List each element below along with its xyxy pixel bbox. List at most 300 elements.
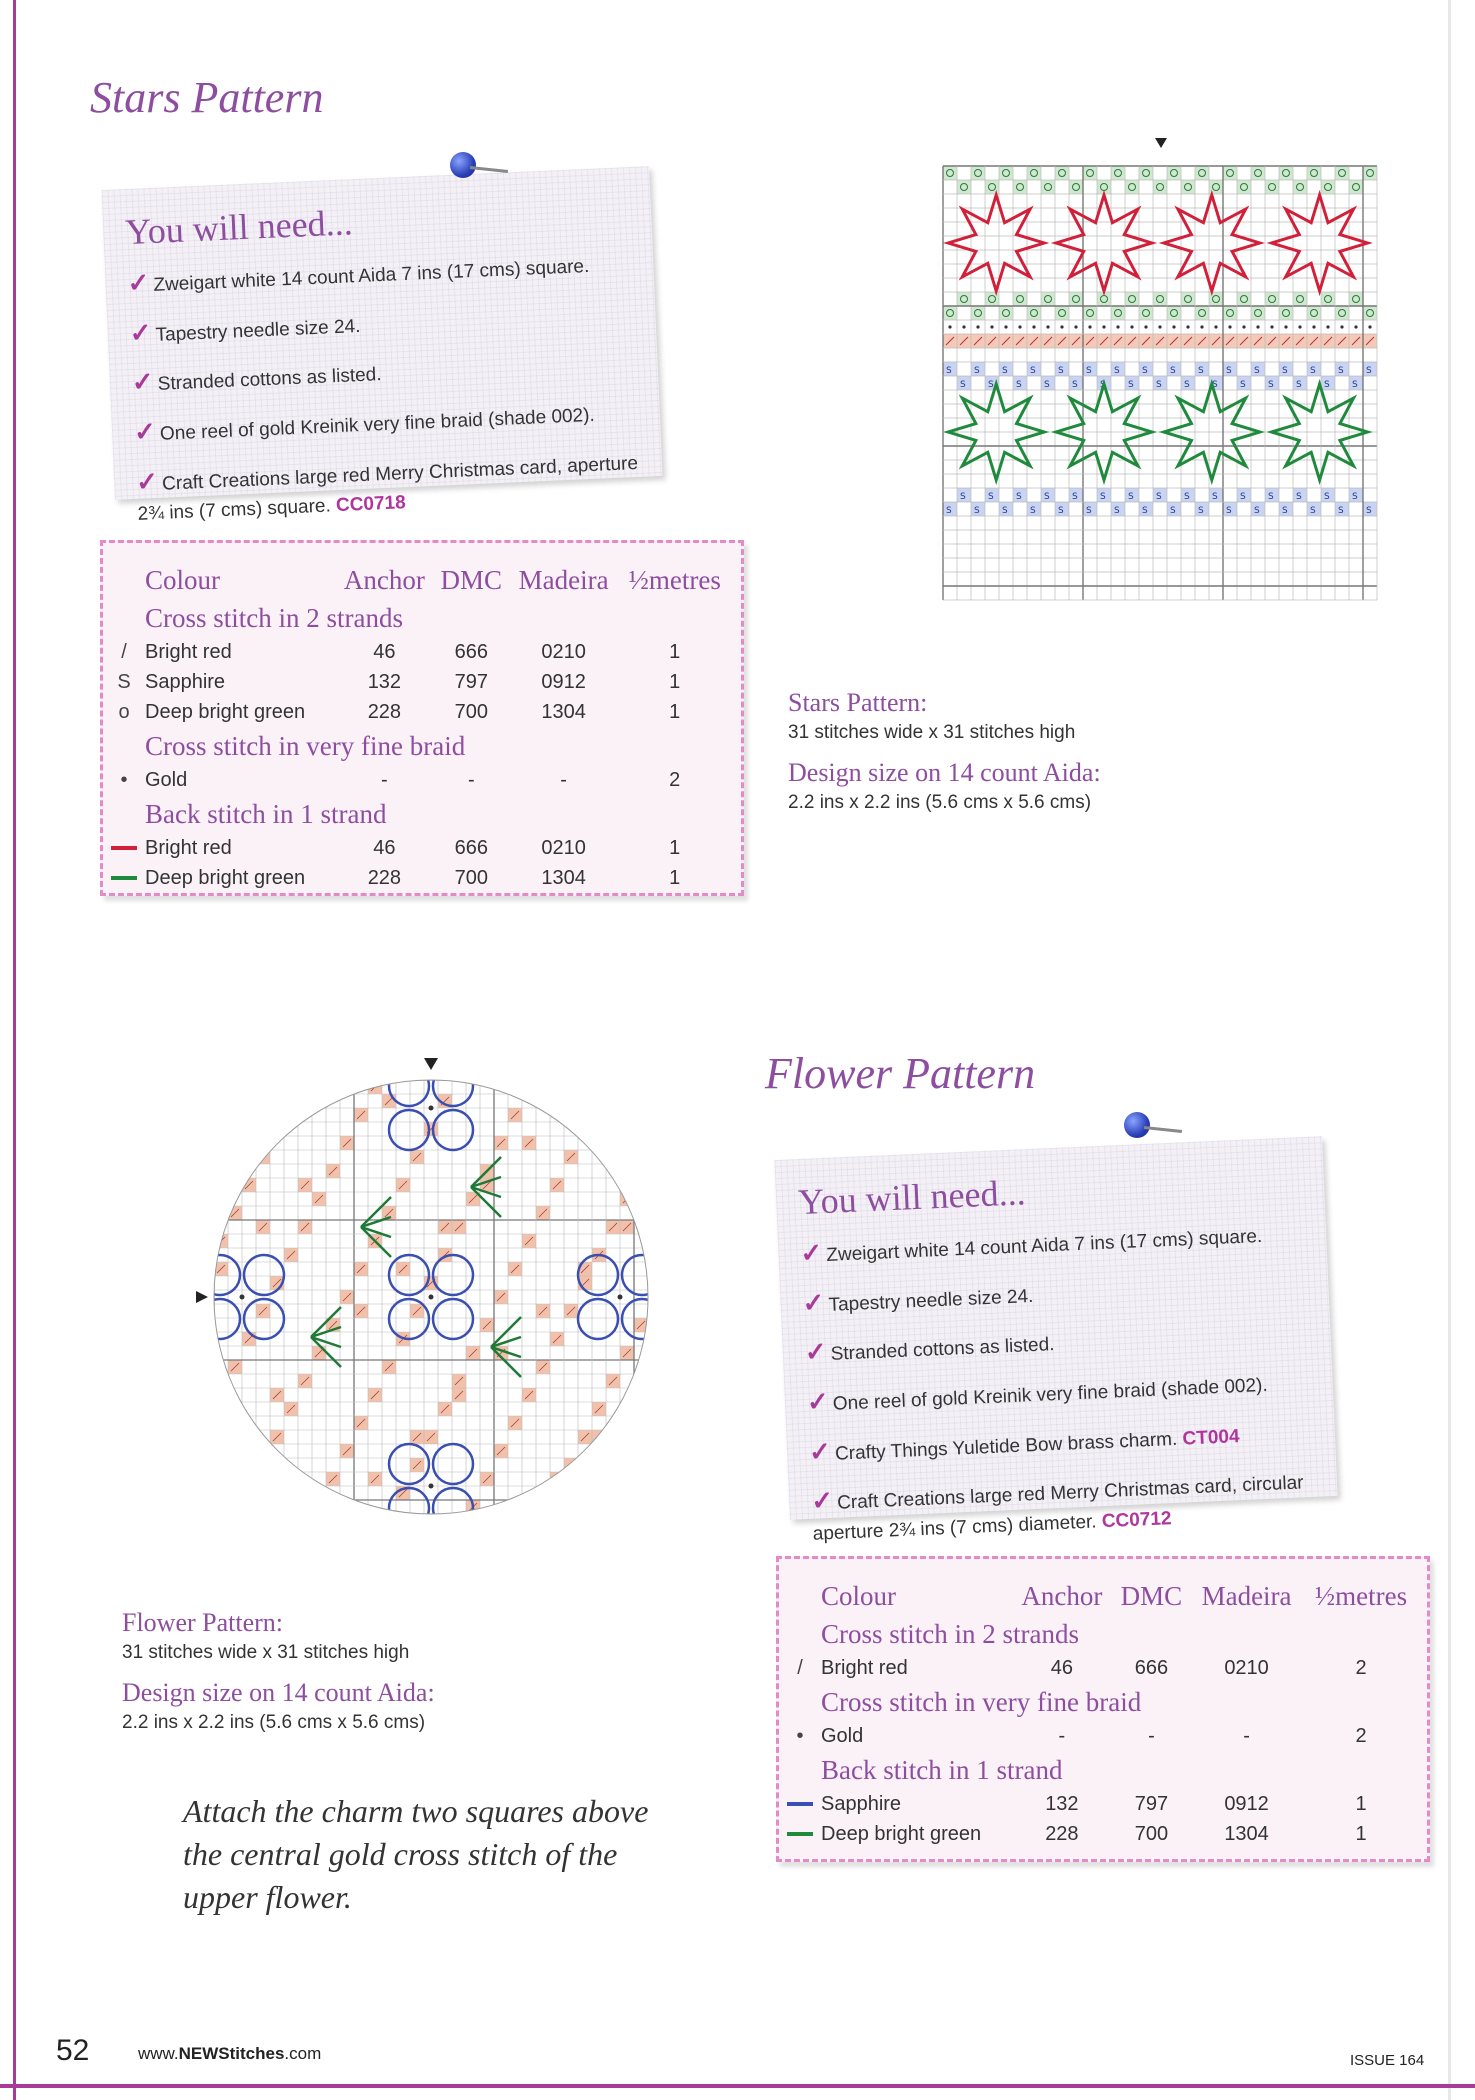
flower-chart [196, 1058, 686, 1548]
stitch-cell-green [1195, 306, 1209, 320]
stitch-cell-green [971, 166, 985, 180]
stitch-symbol-s: S [1310, 366, 1316, 376]
stitch-cell-green [1027, 306, 1041, 320]
stitch-symbol-s: S [1002, 366, 1008, 376]
stitch-cell-green [1293, 292, 1307, 306]
need-item-text: One reel of gold Kreinik very fine braid (shade 002). [159, 404, 596, 445]
stitch-symbol-dot [1368, 325, 1371, 328]
url-brand: NEWStitches [178, 2044, 285, 2063]
key-row [103, 667, 731, 697]
stitch-symbol-s: S [1170, 366, 1176, 376]
stitch-symbol-s: S [1240, 380, 1246, 390]
key-value: 700 [454, 866, 488, 889]
stars-size-head: Stars Pattern: [788, 688, 928, 717]
stitch-symbol-s: S [1338, 366, 1344, 376]
stitch-cell-green [1167, 306, 1181, 320]
stitch-symbol-s: S [1114, 506, 1120, 516]
stitch-cell-peach [270, 1122, 284, 1136]
stitch-symbol-s: S [1100, 380, 1106, 390]
key-value: 2 [1355, 1656, 1367, 1679]
stitch-cell-peach [550, 1486, 564, 1500]
stitch-symbol-slash [567, 1097, 575, 1105]
key-value: 1 [669, 866, 681, 889]
stitch-symbol-slash [259, 1461, 267, 1469]
stitch-cell-peach [634, 1164, 648, 1178]
key-thread-name: Bright red [145, 836, 232, 859]
flower-design-head: Design size on 14 count Aida: [122, 1678, 435, 1707]
need-item [800, 1213, 1305, 1273]
stitch-cell-green [1139, 306, 1153, 320]
key-value: - [467, 768, 475, 791]
need-item [127, 243, 632, 303]
key-group-label: Cross stitch in 2 strands [145, 602, 404, 633]
stitch-symbol-dot [1228, 325, 1231, 328]
stars-title: Stars Pattern [90, 73, 324, 122]
stitch-cell-green [1321, 180, 1335, 194]
stitch-cell-green [957, 180, 971, 194]
stitch-cell-green [1139, 166, 1153, 180]
key-value: 666 [1134, 1656, 1169, 1679]
need-item-text: Craft Creations large red Merry Christmas card, aperture 2¾ ins (7 cms) square. [137, 452, 639, 526]
stitch-cell-green [1307, 306, 1321, 320]
red-star-motif [1164, 195, 1260, 291]
stitch-symbol-dot [1242, 325, 1245, 328]
need-item [131, 342, 636, 402]
key-value: 228 [367, 700, 402, 723]
stitch-symbol-icon: o [118, 700, 130, 723]
backstitch-line-icon [111, 846, 137, 850]
key-value: 0210 [1224, 1656, 1269, 1679]
key-value: 46 [1050, 1656, 1073, 1679]
flower-title: Flower Pattern [765, 1049, 1036, 1098]
key-header-cell: Anchor [343, 564, 425, 595]
stitch-symbol-dot [1004, 325, 1007, 328]
key-header-cell: DMC [1120, 1580, 1183, 1611]
key-header-cell: Colour [821, 1580, 897, 1611]
stitch-symbol-dot [976, 325, 979, 328]
stitch-symbol-s: S [974, 506, 980, 516]
stitch-symbol-slash [637, 1391, 645, 1399]
stitch-symbol-s: S [1100, 492, 1106, 502]
stitch-cell-green [985, 180, 999, 194]
stitch-cell-green [1195, 166, 1209, 180]
checkmark-icon: ✓ [802, 1286, 826, 1318]
stars-key [100, 540, 744, 896]
stitch-cell-green [1321, 292, 1335, 306]
stitch-symbol-s: S [1184, 492, 1190, 502]
stitch-cell-peach [228, 1430, 242, 1444]
stitch-symbol-dot [1116, 325, 1119, 328]
stitch-symbol-s: S [988, 380, 994, 390]
key-value: 1 [669, 670, 681, 693]
stitch-symbol-slash [217, 1391, 225, 1399]
flower-petal [433, 1066, 473, 1106]
key-group-row [103, 599, 731, 637]
need-item [135, 442, 641, 529]
stitch-cell-green [1251, 306, 1265, 320]
key-value: 1304 [1224, 1822, 1269, 1845]
chart-body [200, 1066, 662, 1528]
key-thread-name: Deep bright green [145, 866, 306, 889]
stitch-cell-green [1363, 306, 1377, 320]
stitch-symbol-s: S [1254, 506, 1260, 516]
stitch-cell-green [1083, 306, 1097, 320]
need-item [806, 1362, 1311, 1422]
key-value: 228 [1045, 1822, 1079, 1845]
stitch-cell-green [1335, 306, 1349, 320]
stitch-cell-green [1181, 292, 1195, 306]
stitch-cell-green [1069, 180, 1083, 194]
key-value: 0210 [541, 836, 586, 859]
key-value: - [1058, 1724, 1066, 1747]
gold-center-dot [429, 1106, 434, 1111]
stitch-symbol-s: S [1310, 506, 1316, 516]
key-group-row [779, 1615, 1419, 1653]
key-group-row [779, 1751, 1419, 1789]
gold-center-dot [429, 1484, 434, 1489]
stitch-cell-green [1181, 180, 1195, 194]
stitch-symbol-dot [1088, 325, 1091, 328]
key-group-label: Cross stitch in very fine braid [145, 730, 466, 761]
stitch-symbol-dot [948, 325, 951, 328]
product-code: CT004 [1182, 1425, 1240, 1450]
stars-size-text: 31 stitches wide x 31 stitches high [788, 722, 1076, 743]
stitch-cell-green [1251, 166, 1265, 180]
stitch-symbol-s: S [1254, 366, 1260, 376]
stitch-cell-green [1041, 180, 1055, 194]
stitch-cell-peach [592, 1430, 606, 1444]
stitch-cell-green [1349, 292, 1363, 306]
stitch-symbol-dot [1256, 325, 1259, 328]
key-value: 1304 [541, 700, 586, 723]
stitch-symbol-slash [245, 1489, 253, 1497]
page-bottom-border [0, 2084, 1475, 2088]
stitch-symbol-dot [1186, 325, 1189, 328]
stitch-symbol-dot [962, 325, 965, 328]
need-item [133, 392, 638, 452]
stitch-symbol-dot [1354, 325, 1357, 328]
stitch-symbol-s: S [1086, 366, 1092, 376]
stitch-symbol-s: S [960, 380, 966, 390]
stitch-cell-peach [312, 1500, 326, 1514]
key-row [103, 833, 731, 863]
key-header-row [779, 1577, 1419, 1615]
flower-petal [578, 1299, 618, 1339]
stitch-cell-peach [214, 1388, 228, 1402]
backstitch-line-icon [111, 876, 137, 880]
stitch-symbol-s: S [1338, 506, 1344, 516]
stitch-symbol-dot [1144, 325, 1147, 328]
stitch-cell-peach [256, 1458, 270, 1472]
key-value: 1 [669, 700, 681, 723]
product-code: CC0718 [335, 492, 407, 517]
stitch-cell-green [1293, 180, 1307, 194]
stitch-symbol-s: S [1198, 366, 1204, 376]
flower-size-head: Flower Pattern: [122, 1608, 284, 1637]
key-value: - [560, 768, 567, 791]
key-header-cell: ½metres [628, 564, 721, 595]
stitch-symbol-icon: • [120, 768, 128, 791]
stitch-cell-green [957, 292, 971, 306]
backstitch-line-icon [787, 1802, 813, 1806]
need-item-text: Crafty Things Yuletide Bow brass charm. [834, 1428, 1184, 1465]
stars-needs-list [127, 243, 642, 529]
stitch-symbol-s: S [1142, 366, 1148, 376]
product-code: CC0712 [1101, 1508, 1172, 1533]
stitch-symbol-s: S [1156, 492, 1162, 502]
key-row [779, 1653, 1419, 1683]
key-group-label: Cross stitch in very fine braid [821, 1686, 1142, 1717]
stitch-symbol-slash [525, 1083, 533, 1091]
stitch-symbol-s: S [1198, 506, 1204, 516]
stitch-symbol-dot [1172, 325, 1175, 328]
stitch-symbol-slash [553, 1489, 561, 1497]
stitch-cell-green [1111, 166, 1125, 180]
stitch-cell-green [1111, 306, 1125, 320]
need-item [804, 1312, 1309, 1372]
issue-number: ISSUE 164 [1350, 2052, 1425, 2069]
flower-petal [433, 1444, 473, 1484]
stars-needs-note [101, 166, 662, 526]
key-thread-name: Deep bright green [821, 1822, 982, 1845]
stitch-symbol-slash [287, 1097, 295, 1105]
stars-key-table [103, 561, 731, 893]
stitch-symbol-dot [1284, 325, 1287, 328]
stitch-symbol-slash [273, 1125, 281, 1133]
key-row [779, 1819, 1419, 1849]
stitch-symbol-s: S [1268, 492, 1274, 502]
pin-tail [1144, 1126, 1182, 1133]
need-item-text: Tapestry needle size 24. [155, 315, 361, 346]
key-value: 0912 [1224, 1792, 1269, 1815]
key-thread-name: Gold [145, 768, 188, 791]
key-value: 1 [669, 640, 681, 663]
stitch-symbol-dot [1130, 325, 1133, 328]
stitch-cell-peach [256, 1150, 270, 1164]
key-value: 700 [454, 700, 488, 723]
stitch-symbol-slash [217, 1083, 225, 1091]
stitch-symbol-dot [1298, 325, 1301, 328]
key-value: 666 [454, 640, 488, 663]
stitch-symbol-s: S [1282, 506, 1288, 516]
stitch-cell-green [971, 306, 985, 320]
key-value: 0912 [541, 670, 586, 693]
page-number: 52 [56, 2034, 90, 2067]
checkmark-icon: ✓ [806, 1386, 830, 1417]
stitch-cell-green [1153, 292, 1167, 306]
url-suffix: .com [284, 2044, 322, 2063]
stitch-symbol-dot [990, 325, 993, 328]
stitch-symbol-s: S [1352, 380, 1358, 390]
key-thread-name: Gold [821, 1724, 864, 1747]
stitch-cell-peach [634, 1472, 648, 1486]
flower-petal [433, 1299, 473, 1339]
stitch-symbol-s: S [1142, 506, 1148, 516]
key-header-cell: Anchor [1021, 1580, 1103, 1611]
pin-icon [1124, 1112, 1150, 1138]
key-value: 1 [669, 836, 681, 859]
key-group-row [103, 727, 731, 765]
stitch-cell-peach [620, 1500, 634, 1514]
need-item [802, 1263, 1307, 1323]
stitch-cell-green [1153, 180, 1167, 194]
key-group-label: Back stitch in 1 strand [145, 798, 387, 829]
stitch-symbol-slash [637, 1475, 645, 1483]
stitch-symbol-s: S [1128, 380, 1134, 390]
stitch-symbol-s: S [988, 492, 994, 502]
stitch-cell-peach [284, 1094, 298, 1108]
stitch-cell-green [1041, 292, 1055, 306]
stitch-cell-green [1167, 166, 1181, 180]
stitch-cell-green [1265, 180, 1279, 194]
key-row [103, 863, 731, 893]
key-row [779, 1789, 1419, 1819]
stitch-symbol-icon: S [117, 670, 131, 693]
key-value: - [381, 768, 388, 791]
key-group-row [103, 795, 731, 833]
stitch-cell-peach [522, 1080, 536, 1094]
key-value: 700 [1134, 1822, 1169, 1845]
stitch-symbol-s: S [1170, 506, 1176, 516]
stitch-symbol-slash [231, 1433, 239, 1441]
stitch-cell-green [1013, 292, 1027, 306]
stitch-symbol-s: S [1030, 366, 1036, 376]
stitch-cell-green [985, 292, 999, 306]
key-value: 2 [669, 768, 681, 791]
stitch-cell-green [943, 306, 957, 320]
center-arrow-icon [196, 1291, 208, 1303]
key-value: 1 [1355, 1822, 1367, 1845]
key-value: 0210 [541, 640, 586, 663]
key-group-label: Back stitch in 1 strand [821, 1754, 1063, 1785]
stitch-cell-green [1069, 292, 1083, 306]
stitch-cell-green [1027, 166, 1041, 180]
stitch-symbol-slash [637, 1167, 645, 1175]
stitch-symbol-s: S [960, 492, 966, 502]
stitch-symbol-s: S [1212, 380, 1218, 390]
flower-needs-note [774, 1136, 1337, 1545]
need-item-text: Stranded cottons as listed. [830, 1334, 1055, 1366]
stitch-symbol-s: S [1044, 380, 1050, 390]
flower-key [776, 1556, 1430, 1862]
need-item-text: Tapestry needle size 24. [828, 1285, 1034, 1316]
stitch-symbol-dot [1158, 325, 1161, 328]
red-star-motif [948, 195, 1044, 291]
stitch-symbol-s: S [1226, 366, 1232, 376]
stitch-symbol-s: S [1072, 380, 1078, 390]
stitch-symbol-s: S [1324, 492, 1330, 502]
stitch-symbol-s: S [1240, 492, 1246, 502]
flower-petal [622, 1255, 662, 1295]
flower-needs-list [800, 1213, 1317, 1548]
stars-info [788, 688, 1101, 828]
stitch-symbol-s: S [1296, 492, 1302, 502]
key-value: 797 [1134, 1792, 1169, 1815]
key-group-row [779, 1683, 1419, 1721]
stitch-cell-green [1209, 292, 1223, 306]
stitch-cell-peach [634, 1388, 648, 1402]
stitch-cell-green [943, 166, 957, 180]
checkmark-icon: ✓ [135, 465, 159, 497]
stitch-symbol-dot [1214, 325, 1217, 328]
stitch-cell-green [1237, 180, 1251, 194]
key-thread-name: Bright red [145, 640, 232, 663]
key-value: 46 [373, 640, 396, 663]
footer-url [138, 2044, 321, 2064]
gold-center-dot [618, 1295, 623, 1300]
pin-icon [450, 152, 476, 178]
key-value: 1304 [541, 866, 586, 889]
key-header-row [103, 561, 731, 599]
stitch-cell-peach [242, 1486, 256, 1500]
stitch-cell-green [1209, 180, 1223, 194]
flower-petal [389, 1110, 429, 1150]
checkmark-icon: ✓ [131, 366, 155, 398]
stitch-symbol-slash [623, 1503, 631, 1511]
key-value: 132 [1045, 1792, 1079, 1815]
flower-info [122, 1608, 435, 1748]
stitch-symbol-s: S [1352, 492, 1358, 502]
need-item [811, 1461, 1317, 1548]
attach-charm-note: Attach the charm two squares above the central gold cross stitch of the upper flower. [183, 1793, 649, 1916]
stitch-symbol-dot [1340, 325, 1343, 328]
stitch-cell-green [1279, 306, 1293, 320]
stitch-symbol-icon: / [797, 1656, 803, 1679]
stitch-symbol-s: S [1002, 506, 1008, 516]
stitch-symbol-s: S [946, 506, 952, 516]
need-item-text: One reel of gold Kreinik very fine braid (shade 002). [832, 1374, 1269, 1415]
stitch-symbol-s: S [1016, 492, 1022, 502]
stitch-symbol-slash [595, 1097, 603, 1105]
key-header-cell: DMC [440, 564, 503, 595]
flower-needs-heading: You will need... [797, 1172, 1027, 1223]
stars-chart [938, 136, 1408, 626]
stitch-cell-green [1363, 166, 1377, 180]
flower-design-text: 2.2 ins x 2.2 ins (5.6 cms x 5.6 cms) [122, 1712, 426, 1733]
checkmark-icon: ✓ [126, 267, 151, 299]
key-thread-name: Deep bright green [145, 700, 306, 723]
checkmark-icon: ✓ [133, 416, 157, 447]
stitch-symbol-s: S [1184, 380, 1190, 390]
need-item-text: Craft Creations large red Merry Christmas card, circular aperture 2¾ ins (7 cms) diameter. [812, 1472, 1304, 1545]
stitch-symbol-s: S [1058, 506, 1064, 516]
stitch-cell-peach [564, 1458, 578, 1472]
stitch-symbol-s: S [1128, 492, 1134, 502]
flower-petal [244, 1255, 284, 1295]
checkmark-icon: ✓ [808, 1435, 832, 1467]
key-header-cell: Colour [145, 564, 221, 595]
stitch-symbol-s: S [1268, 380, 1274, 390]
stitch-symbol-s: S [1044, 492, 1050, 502]
red-star-motif [1056, 195, 1152, 291]
key-header-cell: Madeira [518, 564, 609, 595]
stitch-symbol-dot [1326, 325, 1329, 328]
flower-key-table [779, 1577, 1419, 1849]
red-star-motif [1272, 195, 1368, 291]
page-left-border [0, 0, 16, 2100]
key-value: - [1148, 1724, 1155, 1747]
stitch-symbol-dot [1074, 325, 1077, 328]
need-item-text: Zweigart white 14 count Aida 7 ins (17 cms) square. [825, 1225, 1263, 1266]
stitch-symbol-s: S [946, 366, 952, 376]
key-thread-name: Sapphire [145, 670, 226, 693]
stitch-cell-green [1279, 166, 1293, 180]
key-group-label: Cross stitch in 2 strands [821, 1618, 1080, 1649]
flower-petal [200, 1299, 240, 1339]
key-thread-name: Sapphire [821, 1792, 902, 1815]
stitch-symbol-s: S [1114, 366, 1120, 376]
key-header-cell: Madeira [1201, 1580, 1292, 1611]
